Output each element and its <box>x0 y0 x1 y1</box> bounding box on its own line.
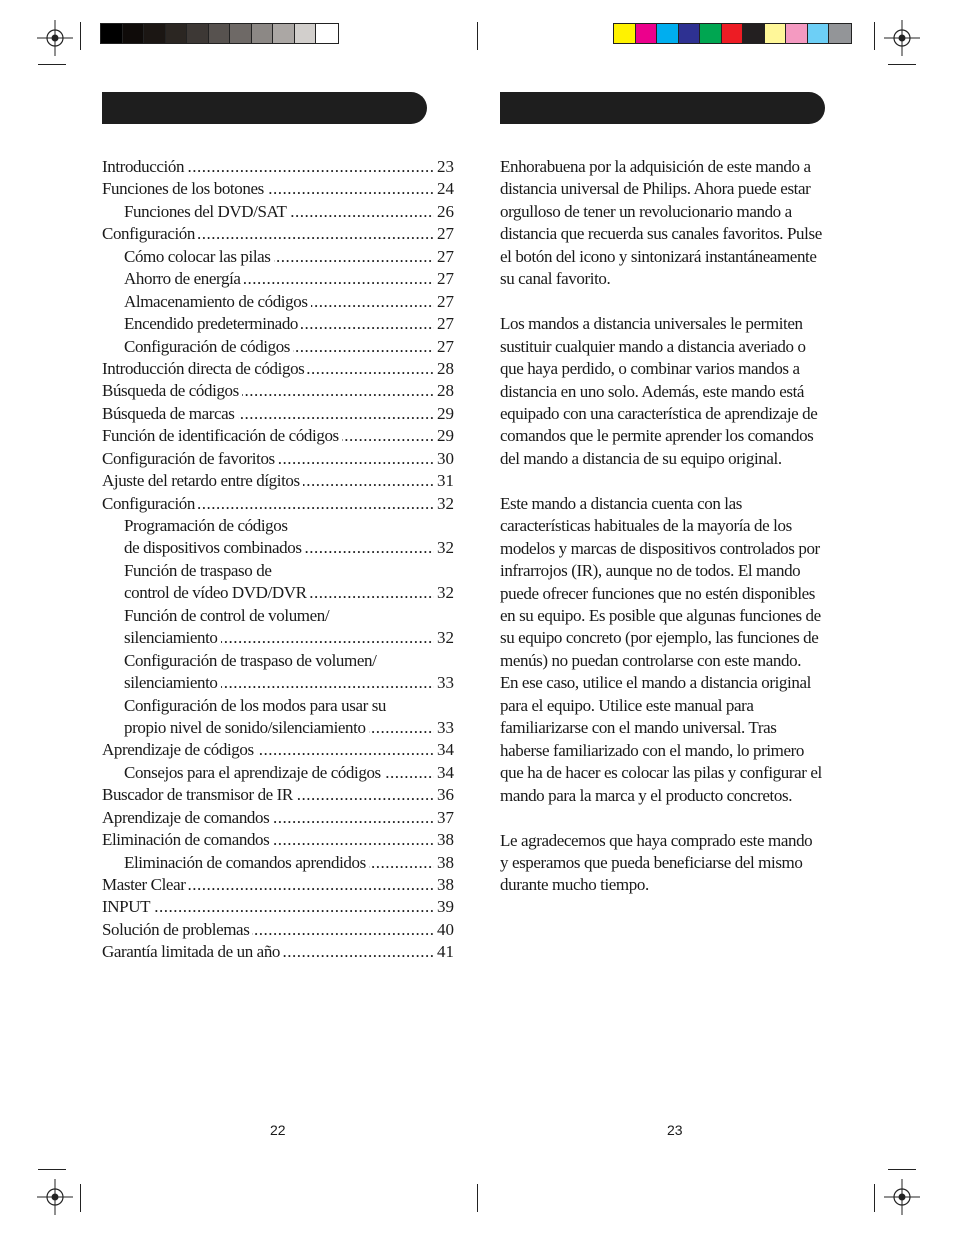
page-number-left: 22 <box>270 1122 286 1138</box>
intro-paragraph <box>500 313 860 470</box>
toc-entry <box>102 537 454 559</box>
color-swatch <box>808 24 830 43</box>
registration-mark-icon <box>35 1177 75 1217</box>
toc-entry-page: 28 <box>436 380 454 402</box>
toc-entry <box>102 515 454 537</box>
toc-entry <box>102 807 454 829</box>
toc-entry-page: 28 <box>436 358 454 380</box>
toc-entry-page: 38 <box>436 829 454 851</box>
toc-entry-title: Eliminación de comandos <box>102 830 272 849</box>
crop-mark <box>80 1184 81 1212</box>
text-line: y esperamos que pueda beneficiarse del mismo <box>500 853 803 872</box>
toc-entry-page: 34 <box>436 762 454 784</box>
text-line: comandos que le permite aprender los comandos <box>500 426 814 446</box>
text-line: su equipo concreto (por ejemplo, las funciones de <box>500 628 819 648</box>
crop-mark <box>477 1184 478 1212</box>
toc-entry-page: 27 <box>436 246 454 268</box>
text-line: menús) no puedan controlarse con este mando. <box>500 650 802 670</box>
toc-entry-title: Programación de códigos <box>124 516 291 535</box>
toc-entry-title: Cómo colocar las pilas <box>124 247 274 266</box>
introduction-text <box>500 156 860 919</box>
toc-entry-title: Configuración <box>102 224 198 243</box>
toc-entry-page: 41 <box>436 941 454 963</box>
toc-entry-page: 38 <box>436 874 454 896</box>
color-swatch <box>700 24 722 43</box>
toc-entry <box>102 739 454 761</box>
toc-entry <box>102 493 454 515</box>
crop-mark <box>888 1169 916 1170</box>
registration-mark-icon <box>882 1177 922 1217</box>
toc-entry <box>102 695 454 717</box>
toc-entry <box>102 268 454 290</box>
crop-mark <box>80 22 81 50</box>
color-swatch <box>679 24 701 43</box>
toc-entry <box>102 919 454 941</box>
toc-entry-title: Encendido predeterminado <box>124 314 301 333</box>
toc-entry <box>102 672 454 694</box>
intro-paragraph <box>500 493 860 807</box>
toc-entry <box>102 896 454 918</box>
toc-entry-title: Master Clear <box>102 875 188 894</box>
toc-entry-title: Función de identificación de códigos <box>102 426 342 445</box>
intro-paragraph <box>500 156 860 291</box>
page-number-right: 23 <box>667 1122 683 1138</box>
toc-entry-title: Aprendizaje de códigos <box>102 740 257 759</box>
toc-entry-page: 27 <box>436 313 454 335</box>
color-swatch <box>786 24 808 43</box>
toc-entry <box>102 605 454 627</box>
toc-entry <box>102 560 454 582</box>
crop-mark <box>38 64 66 65</box>
gray-swatch <box>273 24 295 43</box>
toc-entry <box>102 582 454 604</box>
right-section-header-tab <box>500 92 825 124</box>
left-section-header-tab <box>102 92 427 124</box>
color-swatch <box>636 24 658 43</box>
text-line: distancia que recuerda sus canales favoritos. Pulse <box>500 224 822 244</box>
gray-swatch <box>101 24 123 43</box>
intro-paragraph <box>500 830 860 897</box>
toc-entry <box>102 380 454 402</box>
toc-entry-page: 39 <box>436 896 454 918</box>
toc-entry-title: silenciamiento <box>124 673 221 692</box>
toc-entry <box>102 627 454 649</box>
color-calibration-bar <box>613 23 852 44</box>
toc-entry-title: silenciamiento <box>124 628 221 647</box>
toc-entry-title: Solución de problemas <box>102 920 252 939</box>
toc-entry <box>102 156 454 178</box>
text-line: sustituir cualquier mando a distancia averiado o <box>500 336 806 356</box>
toc-entry-page: 24 <box>436 178 454 200</box>
toc-entry-page: 27 <box>436 268 454 290</box>
toc-entry-page: 34 <box>436 739 454 761</box>
toc-entry <box>102 470 454 492</box>
text-line: orgulloso de tener un revolucionario mando a <box>500 201 792 221</box>
toc-entry-page: 29 <box>436 403 454 425</box>
toc-entry-page: 30 <box>436 448 454 470</box>
grayscale-calibration-bar <box>100 23 339 44</box>
text-line: En ese caso, utilice el mando a distancia original <box>500 673 811 693</box>
text-line: puede ofrecer funciones que no estén disponibles <box>500 583 816 603</box>
toc-entry-title: Ahorro de energía <box>124 269 244 288</box>
toc-entry <box>102 223 454 245</box>
text-line: el botón del icono y sintonizará instantáneamente <box>500 246 817 266</box>
text-line: distancia universal de Philips. Ahora puede estar <box>500 179 811 199</box>
toc-entry-title: Configuración de traspaso de volumen/ <box>124 651 379 670</box>
toc-entry <box>102 358 454 380</box>
toc-entry-title: de dispositivos combinados <box>124 538 305 557</box>
toc-entry-page: 23 <box>436 156 454 178</box>
toc-entry-title: Almacenamiento de códigos <box>124 292 311 311</box>
text-line: haberse familiarizado con el mando, lo primero <box>500 740 805 760</box>
registration-mark-icon <box>882 18 922 58</box>
toc-entry <box>102 201 454 223</box>
color-swatch <box>657 24 679 43</box>
toc-entry <box>102 650 454 672</box>
text-line: en su equipo. Es posible que algunas funciones de <box>500 606 821 626</box>
toc-entry <box>102 313 454 335</box>
gray-swatch <box>209 24 231 43</box>
toc-entry <box>102 403 454 425</box>
gray-swatch <box>187 24 209 43</box>
toc-entry-page: 33 <box>436 717 454 739</box>
toc-entry-page: 37 <box>436 807 454 829</box>
color-swatch <box>614 24 636 43</box>
text-line: del mando a distancia de su equipo original. <box>500 448 782 468</box>
toc-entry-title: Garantía limitada de un año <box>102 942 283 961</box>
toc-entry-page: 32 <box>436 493 454 515</box>
crop-mark <box>38 1169 66 1170</box>
toc-entry-title: control de vídeo DVD/DVR <box>124 583 310 602</box>
toc-entry-title: Introducción directa de códigos <box>102 359 307 378</box>
gray-swatch <box>144 24 166 43</box>
toc-entry-title: propio nivel de sonido/silenciamiento <box>124 718 369 737</box>
toc-entry <box>102 852 454 874</box>
toc-entry-title: Configuración de los modos para usar su <box>124 696 389 715</box>
toc-entry <box>102 784 454 806</box>
color-swatch <box>765 24 787 43</box>
toc-entry-page: 27 <box>436 223 454 245</box>
text-line: distancia en uno solo. Además, este mando está <box>500 381 805 401</box>
text-line: infrarrojos (IR), aunque no de todos. El mando <box>500 561 801 581</box>
toc-entry-title: Función de traspaso de <box>124 561 274 580</box>
text-line: Le agradecemos que haya comprado este mando <box>500 830 813 850</box>
gray-swatch <box>252 24 274 43</box>
toc-entry-title: INPUT <box>102 897 153 916</box>
toc-entry-title: Ajuste del retardo entre dígitos <box>102 471 303 490</box>
gray-swatch <box>230 24 252 43</box>
toc-entry-page: 36 <box>436 784 454 806</box>
toc-entry-title: Configuración de códigos <box>124 337 293 356</box>
toc-entry-page: 27 <box>436 336 454 358</box>
crop-mark <box>477 22 478 50</box>
text-line: equipado con una característica de aprendizaje de <box>500 403 818 423</box>
toc-entry-page: 29 <box>436 425 454 447</box>
toc-entry <box>102 448 454 470</box>
text-line: durante mucho tiempo. <box>500 875 649 895</box>
toc-entry-title: Configuración <box>102 494 198 513</box>
toc-entry-title: Consejos para el aprendizaje de códigos <box>124 763 384 782</box>
toc-entry <box>102 178 454 200</box>
toc-entry <box>102 762 454 784</box>
toc-entry-page: 32 <box>436 627 454 649</box>
toc-entry <box>102 425 454 447</box>
registration-mark-icon <box>35 18 75 58</box>
gray-swatch <box>166 24 188 43</box>
color-swatch <box>829 24 851 43</box>
text-line: Los mandos a distancia universales le permiten <box>500 314 803 334</box>
crop-mark <box>888 64 916 65</box>
text-line: su canal favorito. <box>500 269 611 289</box>
toc-entry-title: Eliminación de comandos aprendidos <box>124 853 369 872</box>
toc-entry-title: Función de control de volumen/ <box>124 606 332 625</box>
text-line: que haya perdido, o combinar varios mandos a <box>500 359 800 379</box>
toc-entry-page: 33 <box>436 672 454 694</box>
crop-mark <box>874 22 875 50</box>
toc-entry-page: 27 <box>436 291 454 313</box>
toc-entry-page: 32 <box>436 582 454 604</box>
gray-swatch <box>123 24 145 43</box>
toc-entry <box>102 829 454 851</box>
toc-entry-title: Búsqueda de marcas <box>102 404 238 423</box>
toc-entry-title: Introducción <box>102 157 187 176</box>
toc-entry-page: 40 <box>436 919 454 941</box>
toc-entry-title: Funciones de los botones <box>102 179 267 198</box>
toc-entry-title: Búsqueda de códigos <box>102 381 242 400</box>
crop-mark <box>874 1184 875 1212</box>
text-line: mando para la marca y el producto concretos. <box>500 785 793 805</box>
text-line: que ha de hacer es colocar las pilas y configurar el <box>500 763 822 783</box>
toc-entry-page: 32 <box>436 537 454 559</box>
color-swatch <box>743 24 765 43</box>
toc-entry-page: 31 <box>436 470 454 492</box>
text-line: modelos y marcas de dispositivos controlados por <box>500 538 820 558</box>
gray-swatch <box>316 24 338 43</box>
text-line: para el equipo. Utilice este manual para <box>500 695 754 715</box>
text-line: Este mando a distancia cuenta con las <box>500 493 742 513</box>
toc-entry-title: Configuración de favoritos <box>102 449 278 468</box>
toc-entry-title: Aprendizaje de comandos <box>102 808 272 827</box>
gray-swatch <box>295 24 317 43</box>
color-swatch <box>722 24 744 43</box>
toc-entry <box>102 874 454 896</box>
text-line: Enhorabuena por la adquisición de este mando a <box>500 157 811 176</box>
toc-entry <box>102 941 454 963</box>
text-line: características habituales de la mayoría de los <box>500 516 792 536</box>
toc-entry-title: Buscador de transmisor de IR <box>102 785 296 804</box>
toc-entry <box>102 336 454 358</box>
toc-entry <box>102 246 454 268</box>
toc-entry <box>102 291 454 313</box>
toc-entry-page: 38 <box>436 852 454 874</box>
toc-entry <box>102 717 454 739</box>
toc-entry-page: 26 <box>436 201 454 223</box>
table-of-contents <box>102 156 454 964</box>
text-line: familiarizarse con el mando universal. Tras <box>500 718 777 738</box>
toc-entry-title: Funciones del DVD/SAT <box>124 202 290 221</box>
